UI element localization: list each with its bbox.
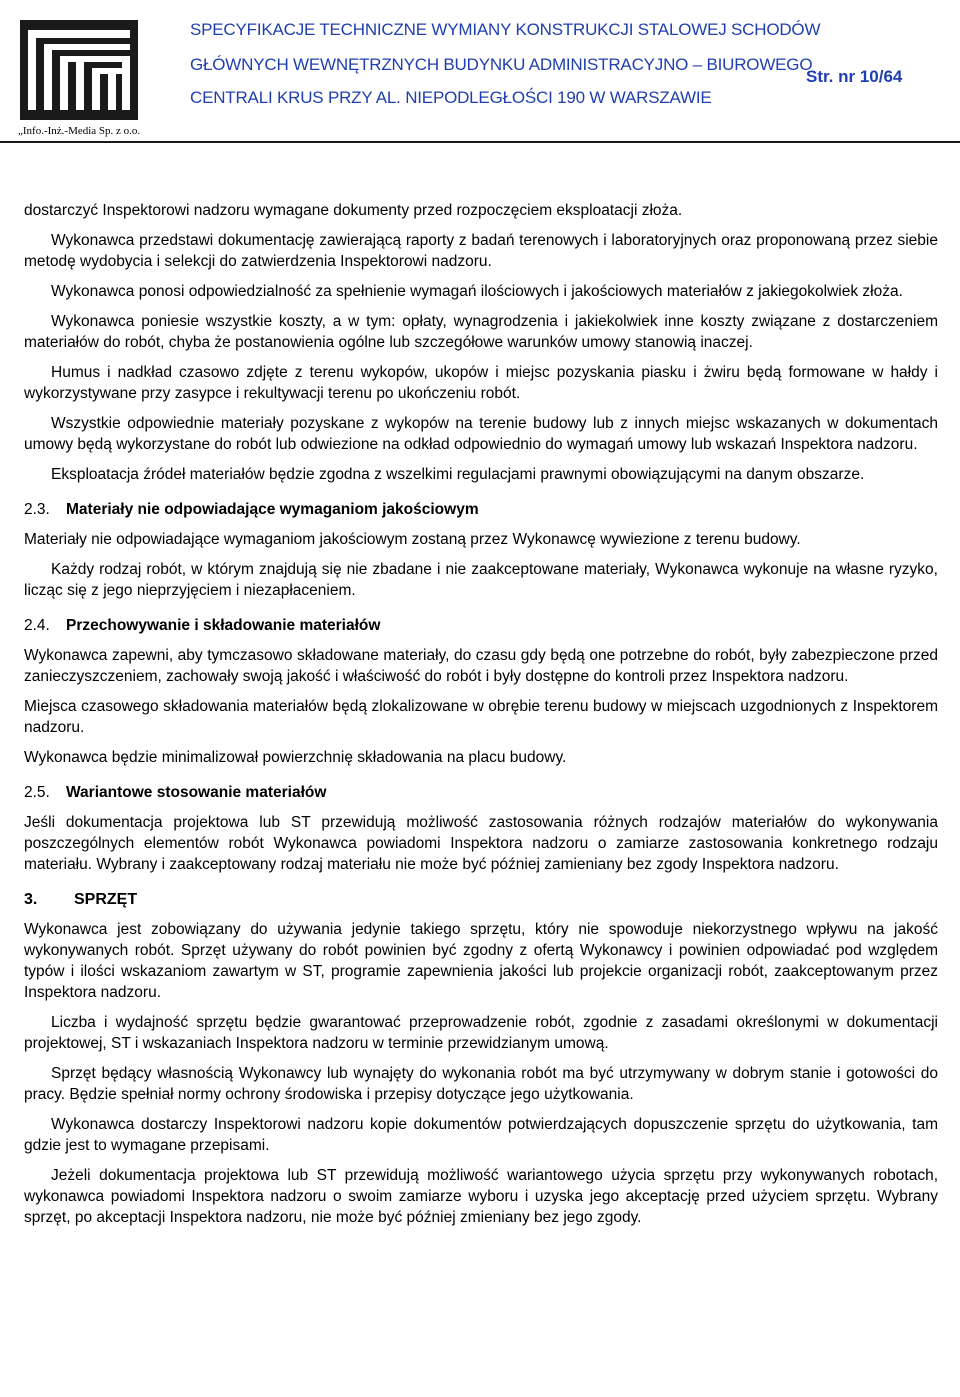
section-heading-2-5 [24, 782, 938, 803]
section-number: 2.3. [24, 501, 50, 518]
section-title: Przechowywanie i składowanie materiałów [66, 617, 381, 634]
section-number: 2.5. [24, 784, 50, 801]
header-title-line-2: GŁÓWNYCH WEWNĘTRZNYCH BUDYNKU ADMINISTRACYJNO – BIUROWEGO [190, 55, 813, 74]
section-title: Wariantowe stosowanie materiałów [66, 784, 327, 801]
paragraph: Materiały nie odpowiadające wymaganiom jakościowym zostaną przez Wykonawcę wywiezione z terenu budowy. [24, 531, 801, 548]
paragraph: Każdy rodzaj robót, w którym znajdują się nie zbadane i nie zaakceptowane materiały, Wykonawca wykonuje na własne ryzyko, licząc się z jego nieprzyjęciem i niezapłaceniem. [24, 561, 938, 599]
section-heading-3 [24, 889, 938, 910]
paragraph: Wykonawca dostarczy Inspektorowi nadzoru kopie dokumentów potwierdzających dopuszczenie sprzętu do użytkowania, tam gdzie jest to wymagane przepisami. [24, 1116, 938, 1154]
paragraph: Liczba i wydajność sprzętu będzie gwarantować przeprowadzenie robót, zgodnie z zasadami określonymi w dokumentacji projektowej, ST i wskazaniach Inspektora nadzoru w terminie przewidzianym umową. [24, 1014, 938, 1052]
header-title-line-3: CENTRALI KRUS PRZY AL. NIEPODLEGŁOŚCI 190 W WARSZAWIE [190, 88, 712, 107]
company-name: „Info.-Inż.-Media Sp. z o.o. [18, 125, 141, 137]
paragraph: Humus i nadkład czasowo zdjęte z terenu wykopów, ukopów i miejsc pozyskania piasku i żwiru będą formowane w hałdy i wykorzystywane przy zasypce i rekultywacji terenu po ukończeniu robót. [24, 364, 938, 402]
header-title-line-1: SPECYFIKACJE TECHNICZNE WYMIANY KONSTRUKCJI STALOWEJ SCHODÓW [190, 20, 821, 39]
document-body [24, 200, 938, 1237]
paragraph: Miejsca czasowego składowania materiałów będą zlokalizowane w obrębie terenu budowy w miejscach uzgodnionych z Inspektorem nadzoru. [24, 698, 938, 736]
section-number: 2.4. [24, 617, 50, 634]
paragraph: Jeśli dokumentacja projektowa lub ST przewidują możliwość zastosowania różnych rodzajów materiałów do wykonywania poszczególnych elementów robót Wykonawca powiadomi Inspektora nadzoru o zamiarze zastosowania konkretnego rodzaju materiału. Wybrany i zaakceptowany rodzaj materiału nie może być później zamieniany bez zgody Inspektora nadzoru. [24, 814, 938, 873]
company-logo [20, 20, 138, 120]
paragraph: Wykonawca poniesie wszystkie koszty, a w tym: opłaty, wynagrodzenia i jakiekolwiek inne koszty związane z dostarczeniem materiałów do robót, chyba że postanowienia ogólne lub szczegółowe warunków umowy stanowią inaczej. [24, 313, 938, 351]
paragraph: Eksploatacja źródeł materiałów będzie zgodna z wszelkimi regulacjami prawnymi obowiązującymi na danym obszarze. [51, 466, 865, 483]
paragraph: Sprzęt będący własnością Wykonawcy lub wynajęty do wykonania robót ma być utrzymywany w dobrym stanie i gotowości do pracy. Będzie spełniał normy ochrony środowiska i przepisy dotyczące jego użytkowania. [24, 1065, 938, 1103]
paragraph: Wykonawca będzie minimalizował powierzchnię składowania na placu budowy. [24, 749, 567, 766]
paragraph: Jeżeli dokumentacja projektowa lub ST przewidują możliwość wariantowego użycia sprzętu przy wykonywanych robotach, wykonawca powiadomi Inspektora nadzoru o swoim zamiarze wyboru i uzyska jego akceptację przed użyciem sprzętu. Wybrany sprzęt, po akceptacji Inspektora nadzoru, nie może być później zmieniany bez jego zgody. [24, 1167, 938, 1226]
paragraph: Wszystkie odpowiednie materiały pozyskane z wykopów na terenie budowy lub z innych miejsc wskazanych w dokumentach umowy będą wykorzystane do robót lub odwiezione na odkład odpowiednio do wymagań umowy lub wskazań Inspektora nadzoru. [24, 415, 938, 453]
paragraph: Wykonawca przedstawi dokumentację zawierającą raporty z badań terenowych i laboratoryjnych oraz proponowaną przez siebie metodę wydobycia i selekcji do zatwierdzenia Inspektorowi nadzoru. [24, 232, 938, 270]
section-title: Materiały nie odpowiadające wymaganiom jakościowym [66, 501, 479, 518]
section-title: SPRZĘT [74, 891, 138, 908]
page-header [0, 0, 960, 140]
page-number: Str. nr 10/64 [806, 67, 903, 86]
paragraph: Wykonawca jest zobowiązany do używania jedynie takiego sprzętu, który nie spowoduje niekorzystnego wpływu na jakość wykonywanych robót. Sprzęt używany do robót powinien być zgodny z ofertą Wykonawcy i powinien odpowiadać pod względem typów i ilości wskazaniom zawartym w ST, programie zapewnienia jakości lub projekcie organizacji robót, zaakceptowanym przez Inspektora nadzoru. [24, 921, 938, 1001]
section-number: 3. [24, 891, 38, 908]
header-divider [0, 141, 960, 143]
paragraph: dostarczyć Inspektorowi nadzoru wymagane dokumenty przed rozpoczęciem eksploatacji złoża. [24, 202, 683, 219]
paragraph: Wykonawca zapewni, aby tymczasowo składowane materiały, do czasu gdy będą one potrzebne do robót, były zabezpieczone przed zanieczyszczeniem, zachowały swoją jakość i właściwość do robót i były dostępne do kontroli przez Inspektora nadzoru. [24, 647, 938, 685]
section-heading-2-3 [24, 499, 938, 520]
paragraph: Wykonawca ponosi odpowiedzialność za spełnienie wymagań ilościowych i jakościowych materiałów z jakiegokolwiek złoża. [51, 283, 903, 300]
section-heading-2-4 [24, 615, 938, 636]
